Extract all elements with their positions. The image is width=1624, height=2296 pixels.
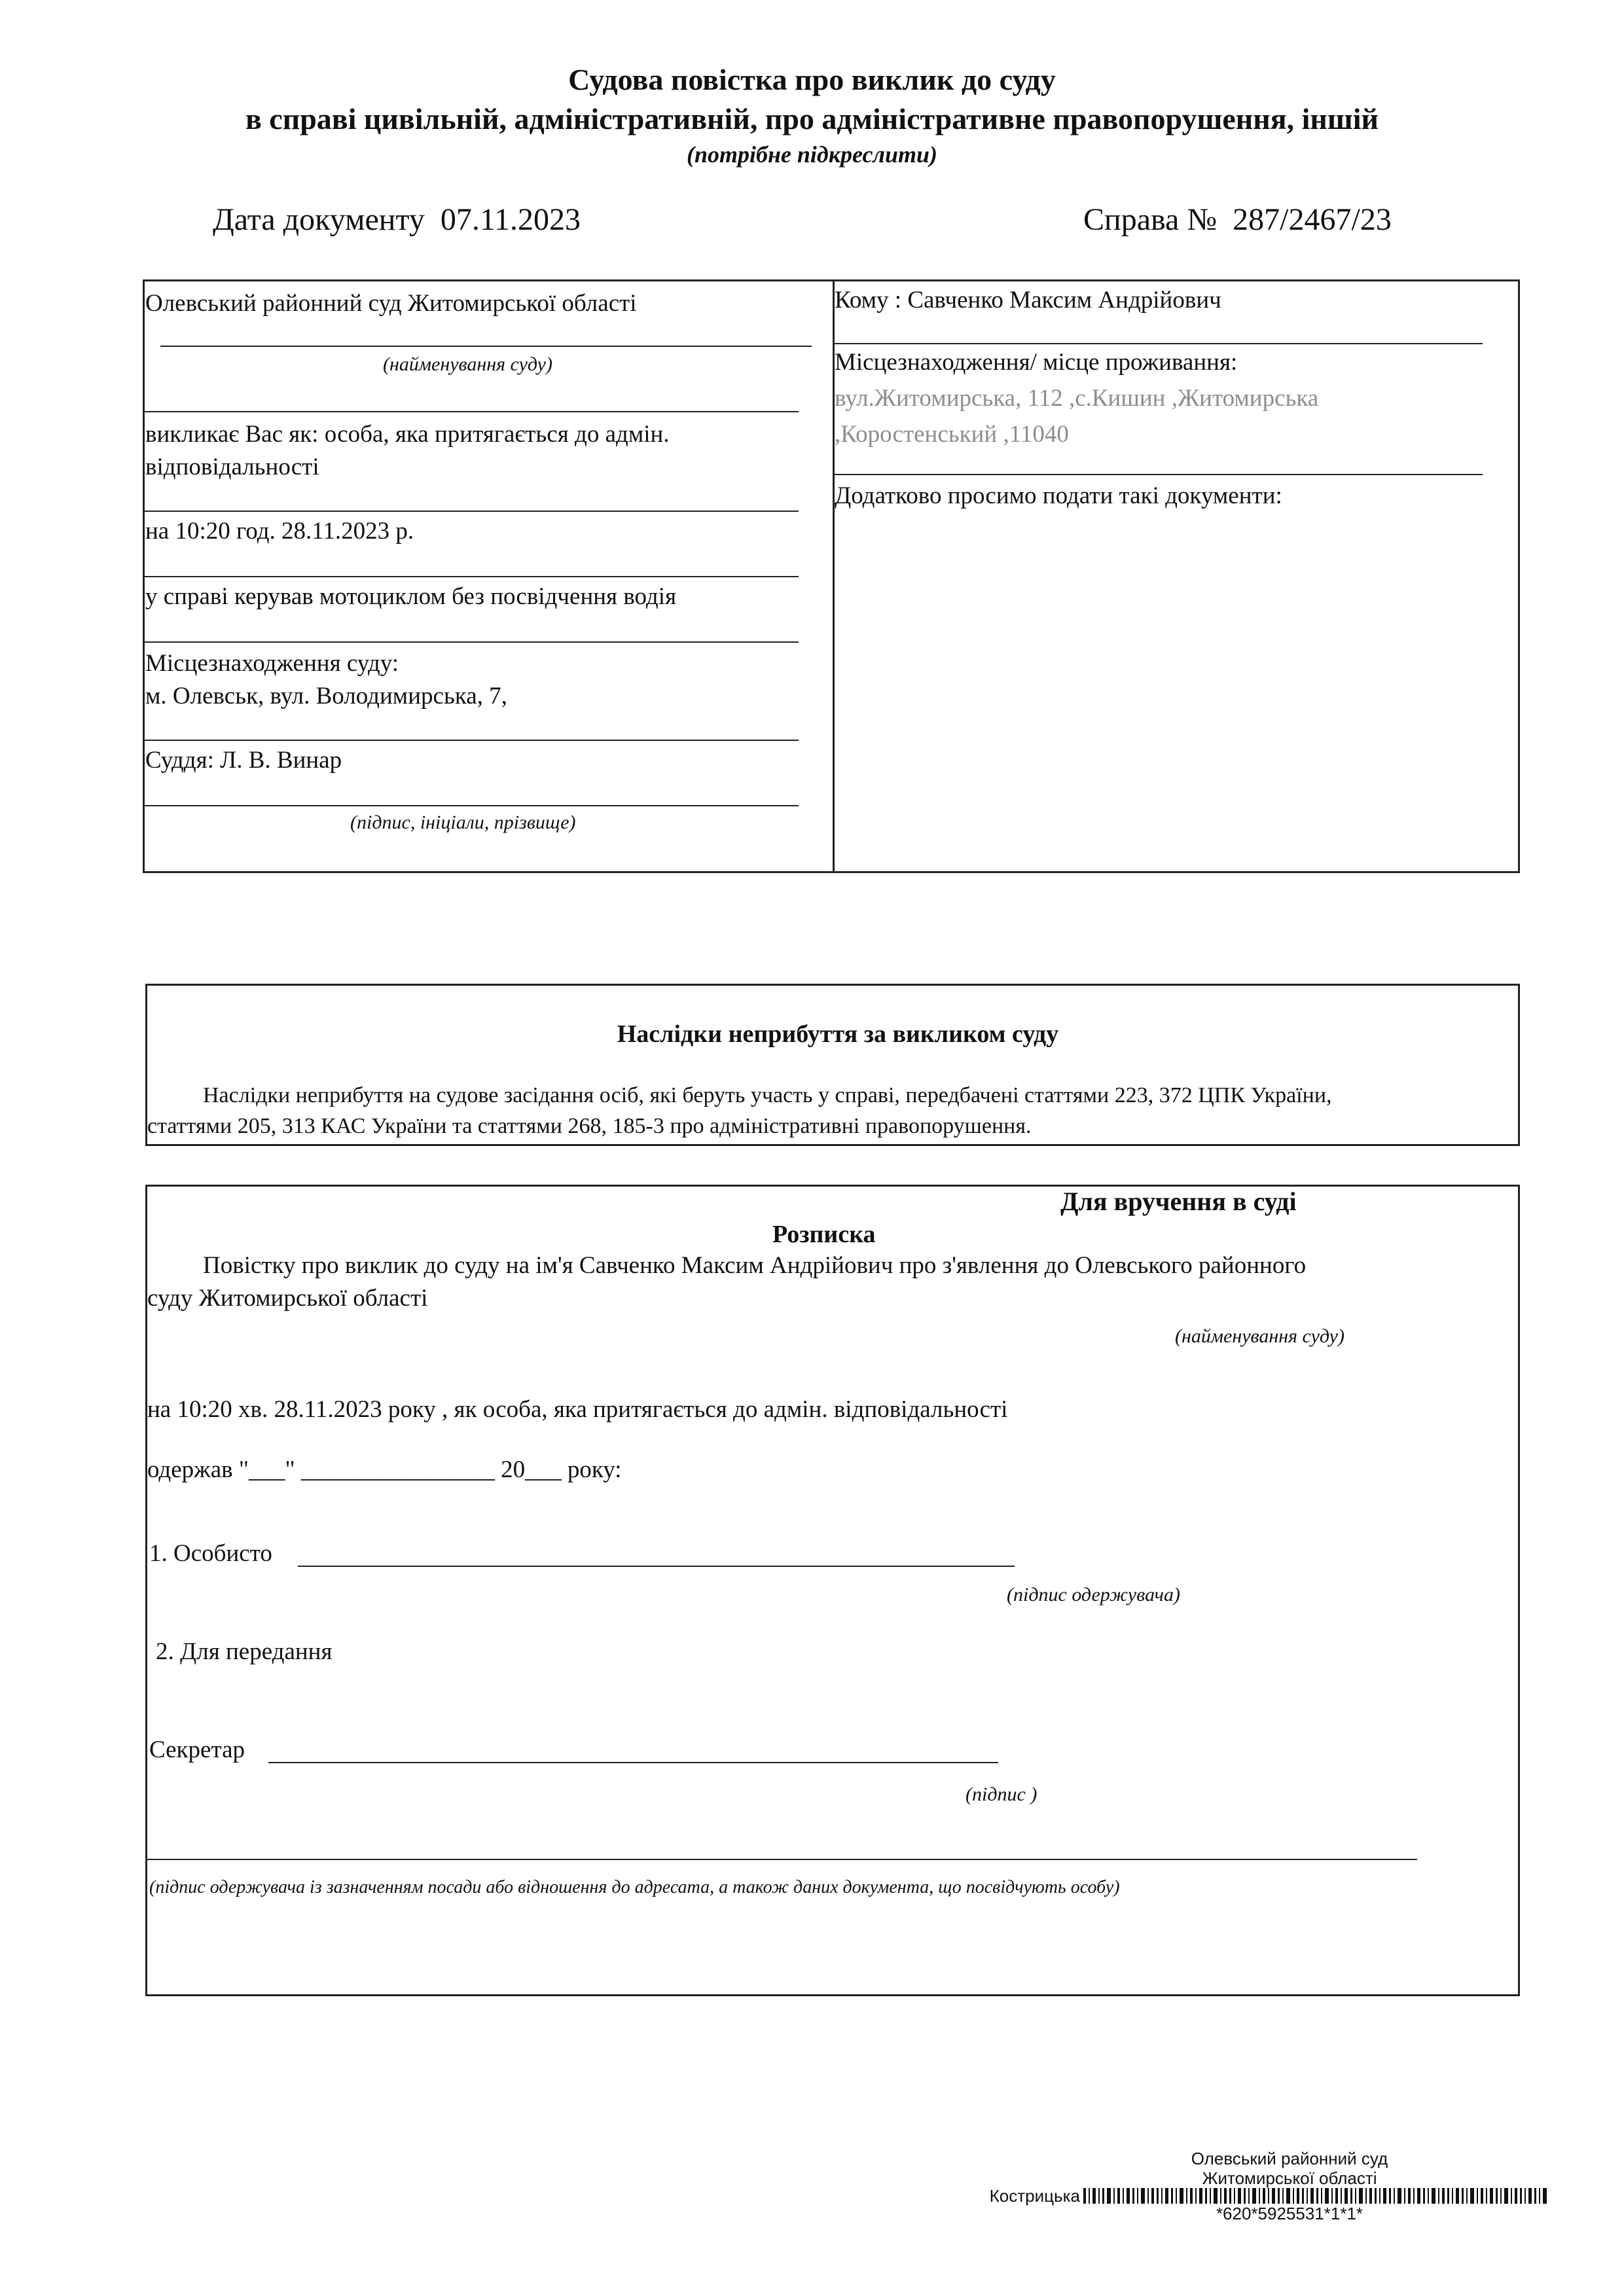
summons-as-line1: викликає Вас як: особа, яка притягається до адмін. bbox=[145, 421, 670, 448]
secretary-signature-caption: (підпис ) bbox=[965, 1784, 1038, 1805]
title-note: (потрібне підкреслити) bbox=[686, 141, 938, 168]
title-line-1: Судова повістка про виклик до суду bbox=[568, 63, 1056, 96]
document-date bbox=[213, 202, 581, 238]
underline bbox=[144, 511, 799, 512]
court-stamp-line2: Житомирської області bbox=[1202, 2168, 1377, 2188]
residence-line1: вул.Житомирська, 112 ,с.Кишин ,Житомирська bbox=[835, 385, 1319, 412]
date-label: Дата документу bbox=[213, 202, 425, 237]
delivery-note: Для вручення в суді bbox=[1060, 1187, 1297, 1216]
recipient-details-caption: (підпис одержувача із зазначенням посади або відношення до адресата, а також даних документа, що посвідчують особу) bbox=[149, 1877, 1120, 1897]
secretary-signature-line bbox=[268, 1762, 998, 1763]
court-location-label: Місцезнаходження суду: bbox=[145, 650, 399, 677]
barcode-code: *620*5925531*1*1* bbox=[1216, 2204, 1363, 2223]
underline bbox=[160, 346, 812, 347]
recipient-details-line bbox=[147, 1859, 1417, 1860]
received-line: одержав "___" ________________ 20___ року: bbox=[147, 1456, 622, 1483]
case-value: 287/2467/23 bbox=[1233, 202, 1392, 237]
judge: Суддя: Л. В. Винар bbox=[145, 747, 342, 774]
clerk-name: Кострицька bbox=[989, 2186, 1080, 2206]
for-transfer-label: 2. Для передання bbox=[156, 1638, 333, 1665]
residence-line2: ,Коростенський ,11040 bbox=[835, 421, 1069, 448]
court-name-caption: (найменування суду) bbox=[383, 353, 552, 375]
barcode bbox=[1083, 2188, 1548, 2204]
consequences-title: Наслідки неприбуття за викликом суду bbox=[617, 1020, 1059, 1048]
consequences-line2: статтями 205, 313 КАС України та статтями 268, 185-3 про адміністративні правопорушення. bbox=[147, 1114, 1032, 1138]
recipient: Кому : Савченко Максим Андрійович bbox=[835, 287, 1221, 314]
date-value: 07.11.2023 bbox=[440, 202, 581, 237]
underline bbox=[144, 576, 799, 577]
consequences-line1: Наслідки неприбуття на судове засідання осіб, які беруть участь у справі, передбачені статтями 223, 372 ЦПК України, bbox=[203, 1083, 1332, 1107]
case-matter: у справі керував мотоциклом без посвідчення водія bbox=[145, 583, 677, 610]
personally-signature-line bbox=[298, 1566, 1015, 1567]
judge-caption: (підпис, ініціали, прізвище) bbox=[350, 812, 576, 833]
case-label: Справа № bbox=[1083, 202, 1218, 237]
receipt-line2: суду Житомирської області bbox=[147, 1285, 428, 1312]
underline bbox=[835, 474, 1483, 475]
court-name: Олевський районний суд Житомирської області bbox=[145, 290, 637, 317]
personally-label: 1. Особисто bbox=[149, 1540, 272, 1567]
recipient-signature-caption: (підпис одержувача) bbox=[1007, 1584, 1180, 1605]
case-number bbox=[1083, 202, 1392, 238]
underline bbox=[835, 343, 1483, 344]
underline bbox=[144, 740, 799, 741]
underline bbox=[144, 411, 799, 412]
summons-as-line2: відповідальності bbox=[145, 454, 319, 480]
documents-request: Додатково просимо подати такі документи: bbox=[835, 482, 1282, 509]
receipt-time-line: на 10:20 хв. 28.11.2023 року , як особа, яка притягається до адмін. відповідальності bbox=[147, 1396, 1008, 1423]
hearing-time: на 10:20 год. 28.11.2023 р. bbox=[145, 518, 414, 545]
underline bbox=[144, 641, 799, 643]
court-stamp-line1: Олевський районний суд bbox=[1191, 2149, 1388, 2168]
secretary-label: Секретар bbox=[149, 1736, 245, 1763]
residence-label: Місцезнаходження/ місце проживання: bbox=[835, 349, 1238, 376]
receipt-title: Розписка bbox=[772, 1221, 876, 1248]
receipt-line1: Повістку про виклик до суду на ім'я Савченко Максим Андрійович про з'явлення до Олевського районного bbox=[203, 1252, 1307, 1279]
underline bbox=[144, 805, 799, 806]
receipt-court-caption: (найменування суду) bbox=[1175, 1325, 1344, 1347]
title-line-2: в справі цивільній, адміністративній, про адміністративне правопорушення, іншій bbox=[245, 102, 1379, 135]
court-location-value: м. Олевськ, вул. Володимирська, 7, bbox=[145, 683, 507, 709]
